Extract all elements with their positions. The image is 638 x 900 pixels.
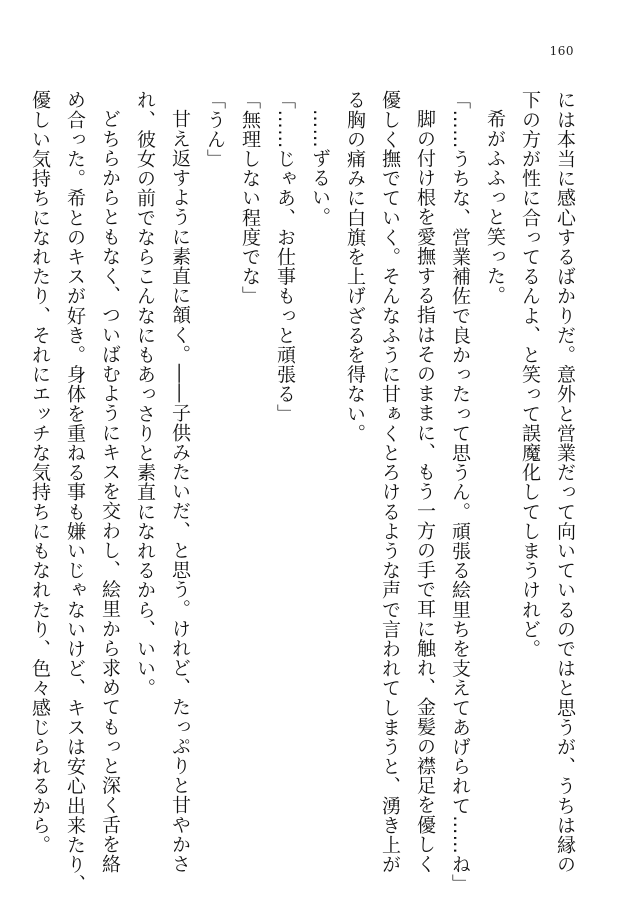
vertical-text-block [22, 90, 582, 894]
text-line: 希がふふっと笑った。 [484, 109, 506, 305]
text-line: ……ずるい。 [309, 109, 331, 227]
text-line: め合った。希とのキスが好き。身体を重ねる事も嫌いじゃないけど、キスは安心出来たり、 [64, 90, 86, 894]
text-line: 「無理しない程度でな」 [239, 90, 261, 306]
text-line: 優しく撫でていく。そんなふうに甘ぁくとろけるような声で言われてしまうと、湧き上が [379, 90, 401, 874]
text-line: 甘え返すように素直に頷く。――子供みたいだ、と思う。けれど、たっぷりと甘やかさ [169, 109, 191, 874]
text-line: には本当に感心するばかりだ。意外と営業だって向いているのではと思うが、うちは縁の [554, 90, 576, 874]
text-line: 「うん」 [204, 90, 226, 169]
text-line: 「……じゃあ、お仕事もっと頑張る」 [274, 90, 296, 424]
text-line: る胸の痛みに白旗を上げざるを得ない。 [344, 90, 366, 443]
text-line: どちらからともなく、ついばむようにキスを交わし、絵里から求めてもっと深く舌を絡 [99, 109, 121, 874]
text-line: れ、彼女の前でならこんなにもあっさりと素直になれるから、いい。 [134, 90, 156, 698]
page-number: 160 [549, 44, 574, 58]
text-line: 優しい気持ちになれたり、それにエッチな気持ちにもなれたり、色々感じられるから。 [29, 90, 51, 855]
text-line: 下の方が性に合ってるんよ、と笑って誤魔化してしまうけれど。 [519, 90, 541, 659]
text-line: 脚の付け根を愛撫する指はそのままに、もう一方の手で耳に触れ、金髪の襟足を優しく [414, 109, 436, 874]
text-line: 「……うちな、営業補佐で良かったって思うん。頑張る絵里ちを支えてあげられて……ね」 [449, 90, 471, 894]
